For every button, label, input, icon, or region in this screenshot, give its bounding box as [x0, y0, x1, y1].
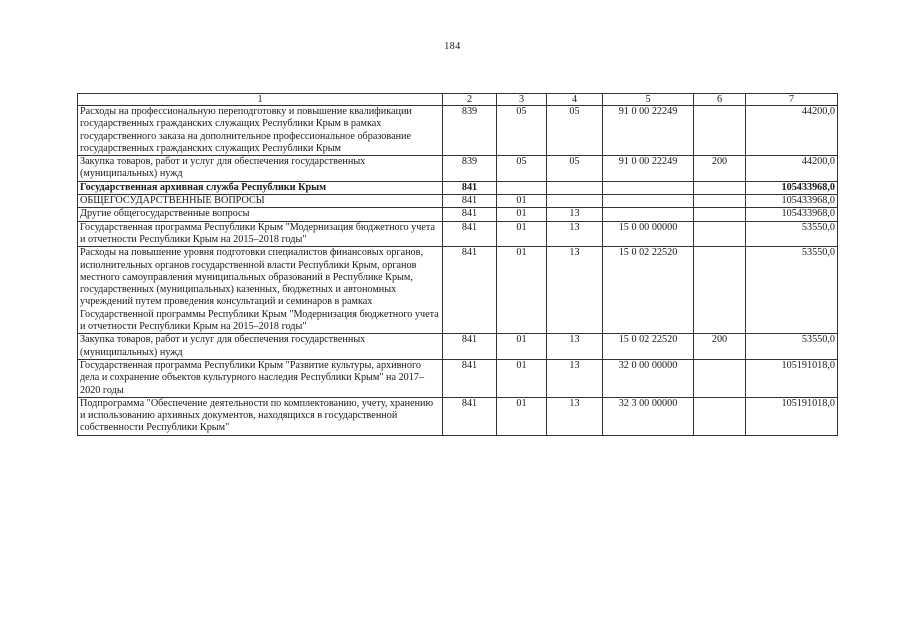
header-cell-5: 5	[603, 94, 694, 106]
row-section-code: 01	[497, 397, 547, 435]
row-target-article: 15 0 00 00000	[603, 221, 694, 247]
row-description: ОБЩЕГОСУДАРСТВЕННЫЕ ВОПРОСЫ	[78, 195, 443, 208]
row-expense-type	[694, 247, 746, 334]
row-amount: 105433968,0	[746, 195, 838, 208]
budget-table	[77, 93, 838, 436]
row-section-code: 01	[497, 195, 547, 208]
row-description: Другие общегосударственные вопросы	[78, 208, 443, 221]
row-subsection-code: 13	[547, 397, 603, 435]
row-ministry-code: 841	[443, 334, 497, 360]
header-cell-6: 6	[694, 94, 746, 106]
row-subsection-code: 13	[547, 247, 603, 334]
row-target-article: 32 0 00 00000	[603, 359, 694, 397]
table-row	[78, 181, 838, 194]
row-subsection-code: 13	[547, 221, 603, 247]
row-amount: 105433968,0	[746, 208, 838, 221]
row-description: Закупка товаров, работ и услуг для обеспечения государственных (муниципальных) нужд	[78, 334, 443, 360]
row-subsection-code: 13	[547, 359, 603, 397]
page-number: 184	[444, 41, 461, 52]
row-description: Расходы на профессиональную переподготовку и повышение квалификации государственных гражданских служащих Республики Крым в рамках государственного заказа на дополнительное профессиональное образование государственных гражданских служащих Республики Крым	[78, 106, 443, 156]
row-ministry-code: 841	[443, 359, 497, 397]
row-ministry-code: 841	[443, 195, 497, 208]
row-target-article	[603, 208, 694, 221]
row-description: Подпрограмма "Обеспечение деятельности по комплектованию, учету, хранению и использованию архивных документов, находящихся в государственной собственности Республики Крым"	[78, 397, 443, 435]
header-cell-2: 2	[443, 94, 497, 106]
row-ministry-code: 841	[443, 208, 497, 221]
row-target-article: 32 3 00 00000	[603, 397, 694, 435]
row-ministry-code: 841	[443, 247, 497, 334]
header-row	[78, 94, 838, 106]
header-cell-3: 3	[497, 94, 547, 106]
row-subsection-code	[547, 181, 603, 194]
row-ministry-code: 839	[443, 156, 497, 182]
row-expense-type	[694, 208, 746, 221]
row-description: Государственная архивная служба Республики Крым	[78, 181, 443, 194]
row-description: Государственная программа Республики Крым "Модернизация бюджетного учета и отчетности Республики Крым на 2015–2018 годы"	[78, 221, 443, 247]
row-subsection-code	[547, 195, 603, 208]
row-amount: 53550,0	[746, 334, 838, 360]
row-expense-type	[694, 359, 746, 397]
header-cell-7: 7	[746, 94, 838, 106]
table-row	[78, 221, 838, 247]
row-expense-type	[694, 106, 746, 156]
row-ministry-code: 841	[443, 221, 497, 247]
table-row	[78, 334, 838, 360]
table-body	[78, 106, 838, 436]
row-expense-type	[694, 221, 746, 247]
row-ministry-code: 841	[443, 397, 497, 435]
row-target-article	[603, 181, 694, 194]
row-target-article: 15 0 02 22520	[603, 334, 694, 360]
row-ministry-code: 839	[443, 106, 497, 156]
row-target-article: 91 0 00 22249	[603, 156, 694, 182]
row-amount: 44200,0	[746, 106, 838, 156]
row-expense-type	[694, 181, 746, 194]
row-amount: 105191018,0	[746, 397, 838, 435]
table-row	[78, 106, 838, 156]
row-expense-type: 200	[694, 334, 746, 360]
table-row	[78, 195, 838, 208]
row-section-code: 01	[497, 208, 547, 221]
row-amount: 44200,0	[746, 156, 838, 182]
row-section-code: 05	[497, 156, 547, 182]
row-amount: 53550,0	[746, 221, 838, 247]
row-subsection-code: 05	[547, 106, 603, 156]
row-amount: 105191018,0	[746, 359, 838, 397]
table-row	[78, 359, 838, 397]
header-cell-1: 1	[78, 94, 443, 106]
row-expense-type	[694, 397, 746, 435]
row-expense-type	[694, 195, 746, 208]
row-subsection-code: 13	[547, 334, 603, 360]
row-description: Государственная программа Республики Крым "Развитие культуры, архивного дела и сохранение объектов культурного наследия Республики Крым" на 2017–2020 годы	[78, 359, 443, 397]
row-section-code: 01	[497, 334, 547, 360]
row-amount: 53550,0	[746, 247, 838, 334]
row-section-code: 01	[497, 359, 547, 397]
table-row	[78, 247, 838, 334]
row-target-article: 91 0 00 22249	[603, 106, 694, 156]
row-description: Закупка товаров, работ и услуг для обеспечения государственных (муниципальных) нужд	[78, 156, 443, 182]
header-cell-4: 4	[547, 94, 603, 106]
row-target-article: 15 0 02 22520	[603, 247, 694, 334]
row-amount: 105433968,0	[746, 181, 838, 194]
row-subsection-code: 05	[547, 156, 603, 182]
table-row	[78, 156, 838, 182]
row-description: Расходы на повышение уровня подготовки специалистов финансовых органов, исполнительных органов государственной власти Республики Крым, органов местного самоуправления муниципальных образований в Республике Крым, государственных (муниципальных) казенных, бюджетных и автономных учреждений путем проведения консультаций и семинаров в рамках Государственной программы Республики Крым "Модернизация бюджетного учета и отчетности Республики Крым на 2015–2018 годы"	[78, 247, 443, 334]
row-subsection-code: 13	[547, 208, 603, 221]
row-expense-type: 200	[694, 156, 746, 182]
row-section-code: 01	[497, 247, 547, 334]
table-row	[78, 208, 838, 221]
table-row	[78, 397, 838, 435]
row-section-code: 05	[497, 106, 547, 156]
row-section-code	[497, 181, 547, 194]
row-ministry-code: 841	[443, 181, 497, 194]
row-target-article	[603, 195, 694, 208]
row-section-code: 01	[497, 221, 547, 247]
